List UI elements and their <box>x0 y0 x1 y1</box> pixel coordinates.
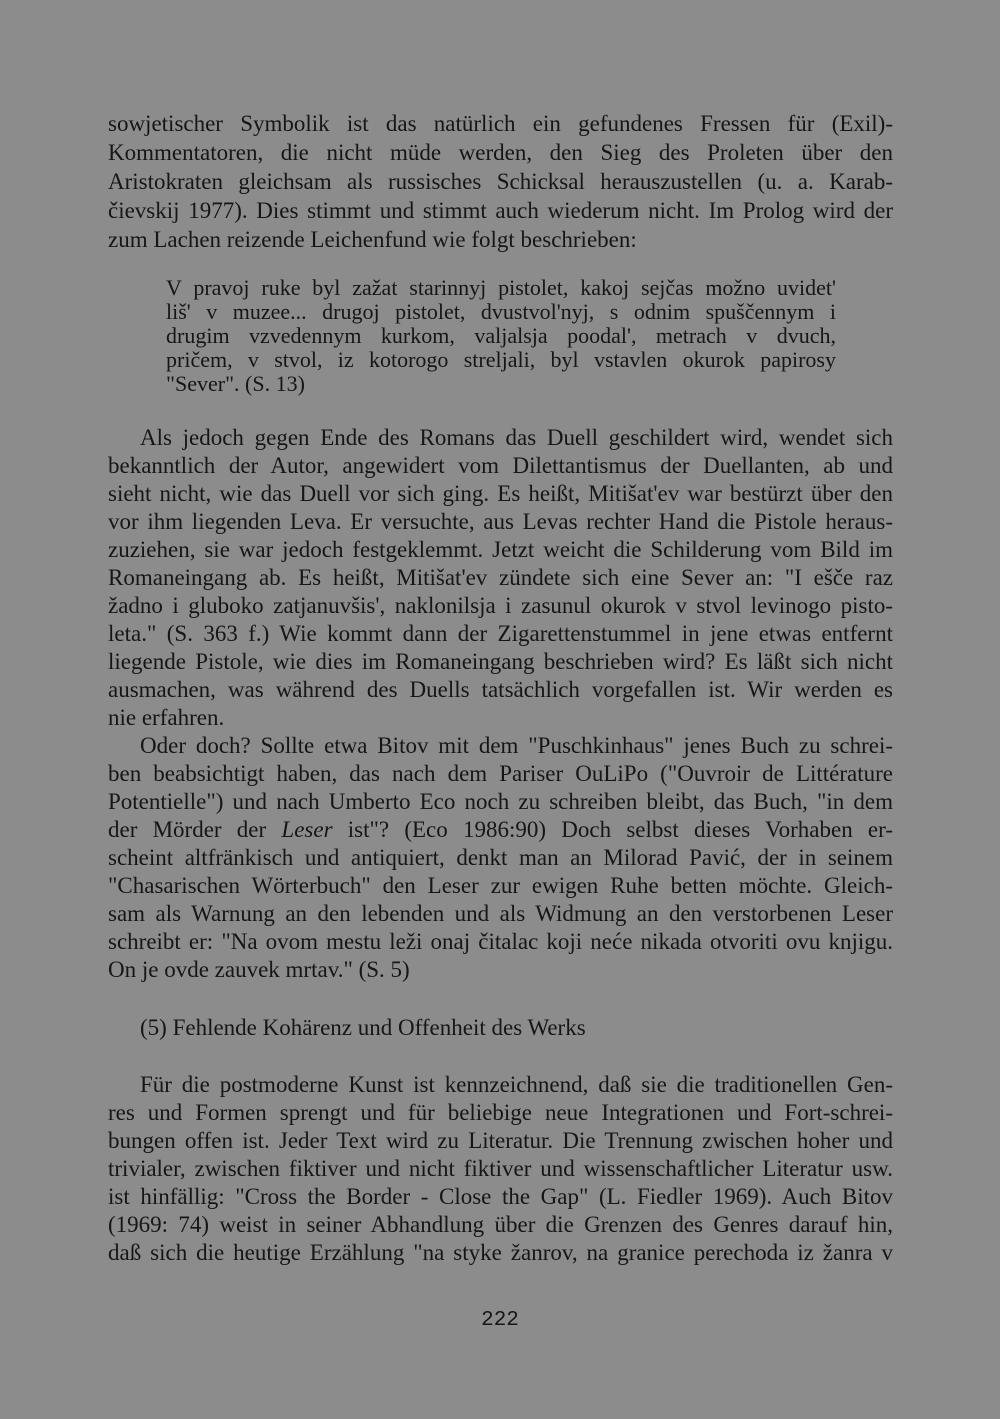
body-text-line: bungen offen ist. Jeder Text wird zu Literatur. Die Trennung zwischen hoher und <box>108 1128 893 1153</box>
quote-line: liš' v muzee... drugoj pistolet, dvustvol'nyj, s odnim spuščennym i <box>166 299 836 324</box>
body-text-line: scheint altfränkisch und antiquiert, denkt man an Milorad Pavić, der in seinem <box>108 845 893 870</box>
section-heading: (5) Fehlende Kohärenz und Offenheit des Werks <box>140 1015 586 1040</box>
body-text-line: ist hinfällig: "Cross the Border - Close the Gap" (L. Fiedler 1969). Auch Bitov <box>108 1184 893 1209</box>
body-text-line: ben beabsichtigt haben, das nach dem Pariser OuLiPo ("Ouvroir de Littérature <box>108 761 893 786</box>
body-text-line: sowjetischer Symbolik ist das natürlich ein gefundenes Fressen für (Exil)- <box>108 111 893 136</box>
body-text-line: bekanntlich der Autor, angewidert vom Dilettantismus der Duellanten, ab und <box>108 453 893 478</box>
body-text-line: (1969: 74) weist in seiner Abhandlung über die Grenzen des Genres darauf hin, <box>108 1212 893 1237</box>
quote-line: drugim vzvedennym kurkom, valjalsja poodal', metrach v dvuch, <box>166 323 836 348</box>
body-text-line: res und Formen sprengt und für beliebige neue Integrationen und Fort-schrei- <box>108 1100 893 1125</box>
body-text-line: liegende Pistole, wie dies im Romaneingang beschrieben wird? Es läßt sich nicht <box>108 649 893 674</box>
body-text-line: Potentielle") und nach Umberto Eco noch zu schreiben bleibt, das Buch, "in dem <box>108 789 893 814</box>
body-text-line: čievskij 1977). Dies stimmt und stimmt auch wiederum nicht. Im Prolog wird der <box>108 198 893 223</box>
text-segment: ist"? (Eco 1986:90) Doch selbst dieses Vorhaben er- <box>332 817 893 842</box>
body-text-line: Kommentatoren, die nicht müde werden, den Sieg des Proleten über den <box>108 140 893 165</box>
text-segment: der Mörder der <box>108 817 282 842</box>
body-text-line: ausmachen, was während des Duells tatsächlich vorgefallen ist. Wir werden es <box>108 677 893 702</box>
page-number: 222 <box>481 1309 519 1332</box>
body-text-line: žadno i gluboko zatjanuvšis', naklonilsja i zasunul okurok v stvol levinogo pisto- <box>108 593 893 618</box>
body-text-line <box>108 816 893 844</box>
body-text-line: Aristokraten gleichsam als russisches Schicksal herauszustellen (u. a. Karab- <box>108 169 893 194</box>
body-text-line: zum Lachen reizende Leichenfund wie folgt beschrieben: <box>108 227 637 252</box>
body-text-line: sam als Warnung an den lebenden und als Widmung an den verstorbenen Leser <box>108 901 893 926</box>
body-text-line: sieht nicht, wie das Duell vor sich ging. Es heißt, Mitišat'ev war bestürzt über den <box>108 481 893 506</box>
body-text-line: trivialer, zwischen fiktiver und nicht fiktiver und wissenschaftlicher Literatur usw. <box>108 1156 893 1181</box>
body-text-line: Als jedoch gegen Ende des Romans das Duell geschildert wird, wendet sich <box>140 425 893 450</box>
body-text-line: Romaneingang ab. Es heißt, Mitišat'ev zündete sich eine Sever an: "I ešče raz <box>108 565 893 590</box>
body-text-line: On je ovde zauvek mrtav." (S. 5) <box>108 957 410 982</box>
body-text-line: schreibt er: "Na ovom mestu leži onaj čitalac koji neće nikada otvoriti ovu knjigu. <box>108 929 893 954</box>
body-text-line: zuziehen, sie war jedoch festgeklemmt. Jetzt weicht die Schilderung vom Bild im <box>108 537 893 562</box>
body-text-line: nie erfahren. <box>108 705 225 730</box>
body-text-line: vor ihm liegenden Leva. Er versuchte, aus Levas rechter Hand die Pistole heraus- <box>108 509 893 534</box>
italic-word: Leser <box>281 817 333 842</box>
quote-line: "Sever". (S. 13) <box>166 371 305 396</box>
quote-line: pričem, v stvol, iz kotorogo streljali, byl vstavlen okurok papirosy <box>166 347 836 372</box>
body-text-line: leta." (S. 363 f.) Wie kommt dann der Zigarettenstummel in jene etwas entfernt <box>108 621 893 646</box>
body-text-line: daß sich die heutige Erzählung "na styke žanrov, na granice perechoda iz žanra v <box>108 1240 893 1265</box>
body-text-line: Oder doch? Sollte etwa Bitov mit dem "Puschkinhaus" jenes Buch zu schrei- <box>140 733 893 758</box>
body-text-line: Für die postmoderne Kunst ist kennzeichnend, daß sie die traditionellen Gen- <box>140 1072 893 1097</box>
body-text-line: "Chasarischen Wörterbuch" den Leser zur ewigen Ruhe betten möchte. Gleich- <box>108 873 893 898</box>
quote-line: V pravoj ruke byl zažat starinnyj pistolet, kakoj sejčas možno uvidet' <box>166 275 836 300</box>
